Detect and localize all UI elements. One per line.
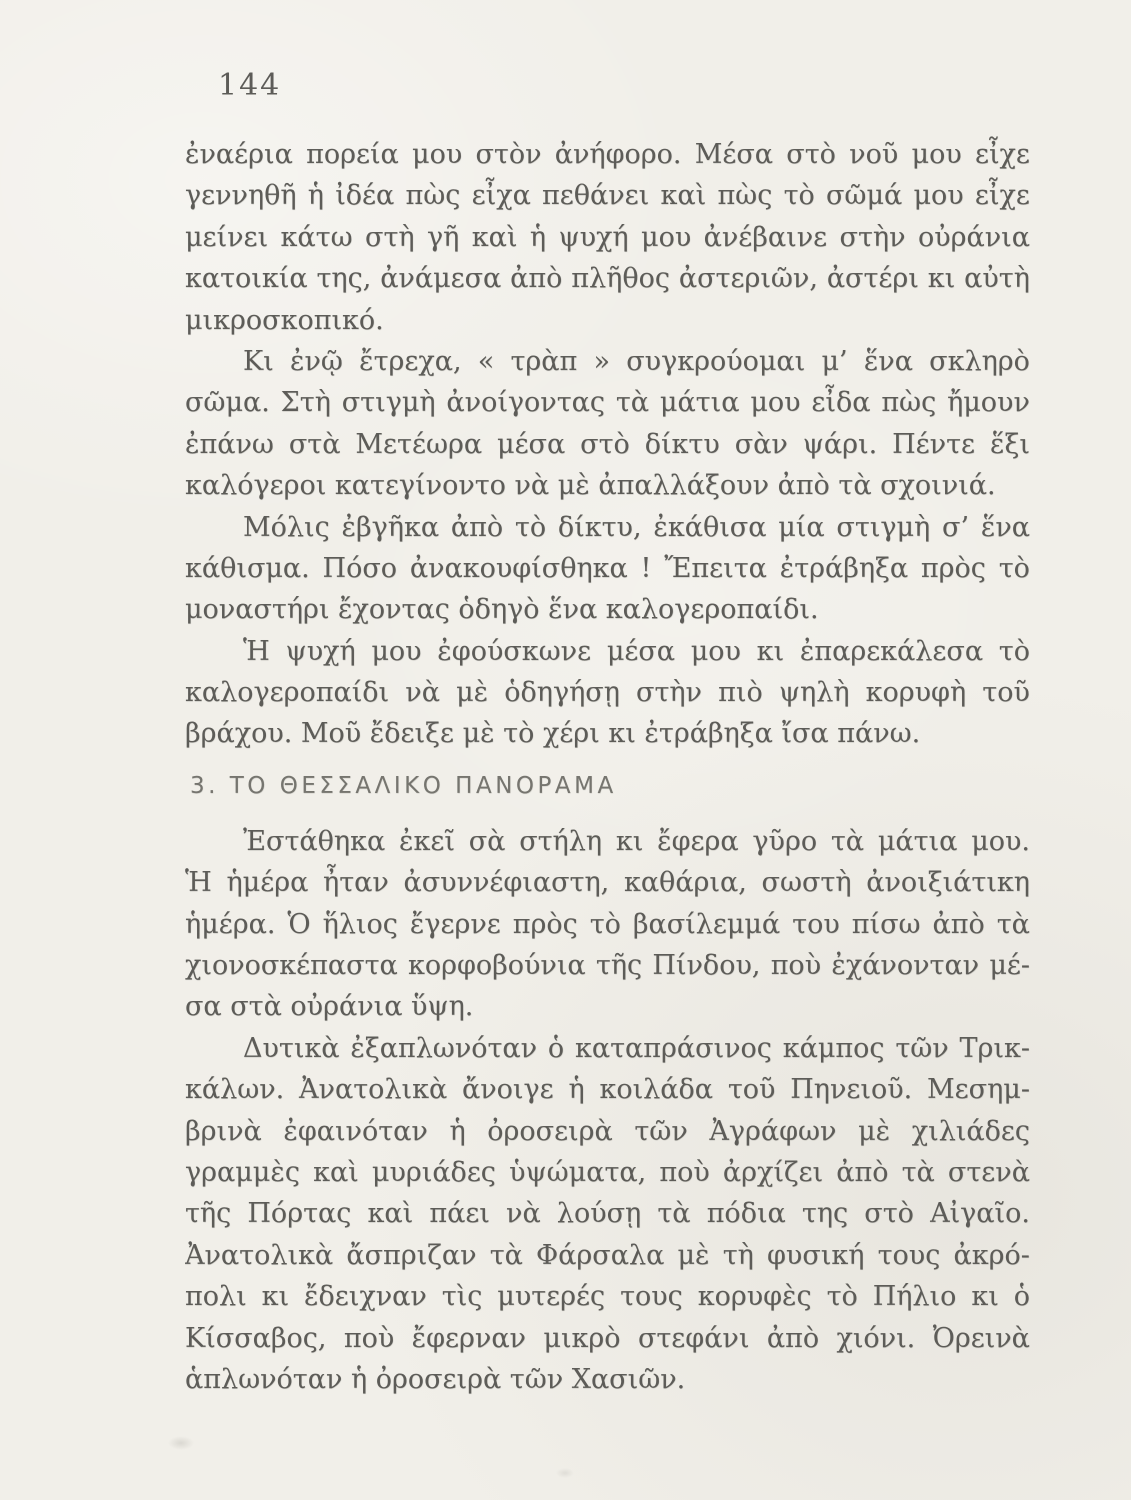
word: ἥλιος: [322, 908, 398, 940]
word: ἡμέρα.: [185, 908, 276, 940]
word: ποὺ: [770, 950, 822, 982]
paragraph: [185, 134, 1030, 341]
paragraph: [185, 507, 1030, 631]
word: πορεία: [306, 139, 399, 170]
word: μου: [641, 221, 692, 253]
word: τῶν: [634, 1115, 688, 1147]
text-line: [185, 258, 1030, 299]
word: κι: [756, 635, 785, 667]
word: Μόλις: [243, 511, 330, 543]
word: μου: [911, 139, 962, 170]
word: κι: [971, 1281, 999, 1313]
word: ποὺ: [659, 1156, 710, 1188]
word: ἄνοιγε: [462, 1074, 554, 1106]
word: »: [593, 345, 611, 377]
word: ἀνακουφίσθηκα: [409, 552, 628, 584]
word: κορυφὴ: [865, 677, 967, 709]
word: ἀσυννέφιαστη,: [403, 867, 610, 899]
paragraph: [185, 821, 1030, 1028]
word: τὰ: [489, 1239, 523, 1271]
word: πὼς: [717, 180, 773, 212]
word: «: [477, 345, 495, 377]
text-line: [185, 1193, 1030, 1234]
word: ἀστέρι: [826, 263, 919, 295]
word: μέσα: [606, 635, 676, 667]
word: οὐράνια: [917, 221, 1030, 253]
word: της: [801, 1198, 849, 1230]
word: ἀρχίζει: [722, 1156, 824, 1188]
word: τους: [620, 1281, 683, 1313]
word: Κίσσαβος,: [185, 1322, 327, 1354]
word: τὰ: [657, 1198, 691, 1230]
word: τους: [877, 1239, 941, 1271]
word: στὴν: [839, 221, 906, 253]
word: ἀπὸ: [836, 1156, 889, 1188]
word: μείνει: [185, 221, 269, 253]
word: ἀνάμεσα: [380, 263, 502, 295]
word: τὸ: [783, 180, 815, 212]
text-line: βράχου. Μοῦ ἔδειξε μὲ τὸ χέρι κι ἐτράβηξα ἴσα πάνω.: [185, 718, 921, 750]
text-line: [185, 945, 1030, 986]
word: μου.: [971, 825, 1030, 857]
word: στὸ: [864, 1198, 914, 1230]
word: πρὸς: [920, 552, 986, 584]
word: γεννηθῆ: [185, 180, 297, 212]
word: ἔτρεχα,: [359, 345, 462, 377]
word: μὲ: [456, 677, 489, 709]
text-line: [185, 1235, 1030, 1276]
word: Ἡ: [243, 635, 270, 667]
word: κάτω: [280, 221, 353, 253]
word: στὸ: [580, 428, 630, 460]
text-line: [185, 1318, 1030, 1359]
word: σὰν: [734, 428, 788, 460]
word: ἔφερναν: [411, 1322, 526, 1354]
text-line: [185, 548, 1030, 589]
word: ἕνα: [980, 511, 1030, 543]
word: Δυτικὰ: [243, 1032, 340, 1064]
word: στεφάνι: [637, 1322, 750, 1354]
paper-smudge: [168, 1436, 194, 1450]
word: χιονοσκέπαστα: [185, 950, 398, 982]
word: ἐκάθισα: [653, 511, 767, 543]
word: σῶμα.: [185, 387, 270, 419]
word: Μέσα: [694, 139, 774, 170]
word: σὰ: [468, 825, 506, 857]
text-line: [185, 1152, 1030, 1193]
text-line: [185, 904, 1030, 945]
word: σκληρὸ: [929, 345, 1030, 377]
word: τῆς: [185, 1198, 232, 1230]
text-line: μοναστήρι ἔχοντας ὁδηγὸ ἕνα καλογεροπαίδι.: [185, 594, 819, 626]
word: ἀνοιξιάτικη: [866, 867, 1030, 899]
text-line: [185, 175, 1030, 216]
word: εἶχε: [974, 180, 1030, 212]
word: ἐνῷ: [289, 345, 343, 377]
word: μὲ: [677, 1239, 710, 1271]
word: μου: [913, 180, 964, 212]
word: Μετέωρα: [355, 428, 483, 460]
word: Ἐστάθηκα: [243, 825, 386, 857]
word: ἐπαρεκάλεσα: [799, 635, 984, 667]
text-block: [185, 134, 1030, 1400]
text-line: καλόγεροι κατεγίνοντο νὰ μὲ ἀπαλλάξουν ἀπὸ τὰ σχοινιά.: [185, 470, 996, 502]
word: ἐφαινόταν: [283, 1115, 428, 1147]
word: τὴ: [722, 1239, 754, 1271]
word: τρὰπ: [510, 345, 578, 377]
text-line: [185, 507, 1030, 548]
word: κατοικία: [185, 263, 308, 295]
word: κι: [615, 825, 644, 857]
word: Πόρτας: [247, 1198, 352, 1230]
word: πὼς: [405, 180, 461, 212]
word: Μεσημ-: [927, 1074, 1030, 1106]
word: εἶχα: [471, 180, 531, 212]
text-line: [185, 821, 1030, 862]
paragraph: [185, 631, 1030, 755]
page-number: 144: [218, 68, 282, 103]
word: καὶ: [660, 180, 707, 212]
word: Πηνειοῦ.: [790, 1074, 913, 1106]
word: ἀπὸ: [450, 511, 504, 543]
word: τῆς: [595, 950, 643, 982]
text-line: [185, 1069, 1030, 1110]
word: ψυχή: [285, 635, 356, 667]
word: τὸ: [826, 1281, 858, 1313]
word: ἔδειχναν: [304, 1281, 427, 1313]
word: ἡ: [449, 1115, 466, 1147]
word: μου: [371, 635, 422, 667]
paragraphs-before-heading: [185, 134, 1030, 755]
word: κι: [927, 263, 956, 295]
word: εἶχε: [974, 139, 1030, 170]
word: ἀπὸ: [932, 908, 985, 940]
word: ἰδέα: [335, 180, 395, 212]
word: ἀνοίγοντας: [446, 387, 606, 419]
paragraphs-after-heading: [185, 821, 1030, 1400]
word: κι: [261, 1281, 290, 1313]
word: πρὸς: [512, 908, 578, 940]
word: τῶν: [895, 1032, 949, 1064]
text-line: [185, 382, 1030, 423]
word: ἀπὸ: [766, 1322, 820, 1354]
word: τὸ: [514, 511, 547, 543]
word: στὰ: [288, 428, 341, 460]
word: στιγμὴ: [836, 511, 931, 543]
word: κορυφὲς: [697, 1281, 812, 1313]
word: Ἔπειτα: [664, 552, 767, 584]
word: σῶμά: [826, 180, 903, 212]
word: ἀνήφορο.: [554, 139, 682, 170]
text-line: [185, 1028, 1030, 1069]
word: στὴ: [365, 221, 415, 253]
word: ὑψώματα,: [509, 1156, 647, 1188]
word: τὰ: [901, 1156, 935, 1188]
word: Πήλιο: [872, 1281, 957, 1313]
word: πὼς: [881, 387, 937, 419]
word: ἐχάνονταν: [831, 950, 980, 982]
word: μάτια: [659, 387, 740, 419]
word: δίκτυ,: [557, 511, 642, 543]
word: βρινὰ: [185, 1115, 262, 1147]
word: συγκρούομαι: [626, 345, 806, 377]
word: !: [640, 552, 652, 584]
word: ἡ: [568, 1074, 585, 1106]
text-line: [185, 631, 1030, 672]
word: κάλων.: [185, 1074, 285, 1106]
word: Ἡ: [185, 867, 212, 899]
word: στιγμὴ: [341, 387, 436, 419]
word: τὰ: [830, 825, 865, 857]
word: καὶ: [471, 221, 518, 253]
text-line: [185, 424, 1030, 465]
word: ἡ: [529, 221, 547, 253]
paragraph: [185, 341, 1030, 507]
word: ὁ: [1013, 1281, 1030, 1313]
word: κοιλάδα: [599, 1074, 714, 1106]
word: μυτερές: [497, 1281, 606, 1313]
word: πιὸ: [718, 677, 763, 709]
word: κάθισμα.: [185, 552, 310, 584]
word: μου: [750, 387, 801, 419]
word: ἤμουν: [947, 387, 1030, 419]
section-heading: 3. ΤΟ ΘΕΣΣΑΛΙΚΟ ΠΑΝΟΡΑΜΑ: [190, 772, 617, 799]
word: στήλη: [519, 825, 603, 857]
word: τοῦ: [727, 1074, 776, 1106]
word: Αἰγαῖο.: [930, 1198, 1030, 1230]
word: μέσα: [497, 428, 566, 460]
word: πόδια: [706, 1198, 786, 1230]
word: ἡ: [307, 180, 324, 212]
word: στὸν: [475, 139, 542, 170]
word: της,: [316, 263, 372, 295]
text-line: μικροσκοπικό.: [185, 304, 384, 336]
word: μάτια: [877, 825, 958, 857]
paper-smudge: [556, 1468, 574, 1478]
word: ἔγερνε: [409, 908, 501, 940]
word: αὐτὴ: [964, 263, 1030, 295]
word: ἐφούσκωνε: [437, 635, 592, 667]
word: Ἀνατολικὰ: [299, 1074, 448, 1106]
word: καλογεροπαίδι: [185, 677, 390, 709]
word: ψηλὴ: [778, 677, 850, 709]
word: ὀροσειρὰ: [487, 1115, 613, 1147]
word: ψάρι.: [802, 428, 878, 460]
word: ὁδηγήσῃ: [504, 677, 620, 709]
word: ἡμέρα: [226, 867, 309, 899]
word: Ὁ: [287, 908, 311, 940]
text-line: [185, 1276, 1030, 1317]
word: καὶ: [367, 1198, 414, 1230]
word: Κι: [243, 345, 274, 377]
word: ἀνέβαινε: [703, 221, 828, 253]
word: μου: [412, 139, 463, 170]
word: ἐξαπλωνόταν: [350, 1032, 538, 1064]
word: δίκτυ: [644, 428, 720, 460]
word: Ὀρεινὰ: [932, 1322, 1030, 1354]
word: πλῆθος: [571, 263, 670, 295]
word: Πέντε: [892, 428, 976, 460]
word: νὰ: [506, 1198, 541, 1230]
word: ἐτράβηξα: [779, 552, 909, 584]
word: βασίλεμμά: [632, 908, 781, 940]
text-line: [185, 134, 1030, 175]
word: καταπράσινος: [574, 1032, 772, 1064]
word: σ’: [942, 511, 970, 543]
word: τὸ: [998, 552, 1030, 584]
word: στὴν: [636, 677, 702, 709]
word: ἐπάνω: [185, 428, 274, 460]
text-line: [185, 672, 1030, 713]
text-line: [185, 862, 1030, 903]
word: Πόσο: [322, 552, 398, 584]
text-line: [185, 341, 1030, 382]
word: μυριάδες: [371, 1156, 496, 1188]
word: ποὺ: [343, 1322, 395, 1354]
word: νοῦ: [849, 139, 899, 170]
word: ἦταν: [323, 867, 389, 899]
word: στὸ: [786, 139, 836, 170]
word: Ἀγράφων: [709, 1115, 837, 1147]
word: χιόνι.: [836, 1322, 916, 1354]
word: πεθάνει: [542, 180, 650, 212]
word: εἶδα: [811, 387, 871, 419]
word: ψυχή: [558, 221, 629, 253]
word: γραμμὲς: [185, 1156, 300, 1188]
word: πολι: [185, 1281, 247, 1313]
word: ἄσπριζαν: [346, 1239, 477, 1271]
text-line: [185, 1111, 1030, 1152]
word: γῦρο: [752, 825, 818, 857]
word: τὶς: [441, 1281, 483, 1313]
word: φυσική: [767, 1239, 865, 1271]
word: χιλιάδες: [911, 1115, 1030, 1147]
word: μέ-: [989, 950, 1030, 982]
word: ὁ: [547, 1032, 565, 1064]
word: ἐναέρια: [185, 139, 293, 170]
word: ἀπὸ: [510, 263, 563, 295]
word: στενὰ: [947, 1156, 1030, 1188]
word: λούσῃ: [556, 1198, 642, 1230]
word: ἀκρό-: [953, 1239, 1030, 1271]
word: Τρικ-: [959, 1032, 1030, 1064]
word: γῆ: [426, 221, 460, 253]
word: Φάρσαλα: [536, 1239, 665, 1271]
word: Πίνδου,: [652, 950, 761, 982]
word: ἔφερα: [657, 825, 739, 857]
text-line: ἁπλωνόταν ἡ ὀροσειρὰ τῶν Χασιῶν.: [185, 1363, 686, 1395]
word: μὲ: [858, 1115, 891, 1147]
word: τὸ: [998, 635, 1030, 667]
word: σωστὴ: [761, 867, 852, 899]
word: πάει: [429, 1198, 490, 1230]
word: μικρὸ: [543, 1322, 621, 1354]
word: τοῦ: [982, 677, 1030, 709]
word: ἐκεῖ: [398, 825, 455, 857]
word: μ’: [821, 345, 848, 377]
word: μου: [690, 635, 741, 667]
word: καὶ: [313, 1156, 359, 1188]
word: μία: [778, 511, 825, 543]
word: νὰ: [405, 677, 440, 709]
word: ἐβγῆκα: [341, 511, 440, 543]
word: τὰ: [996, 908, 1030, 940]
word: καθάρια,: [623, 867, 747, 899]
word: ἀστεριῶν,: [678, 263, 818, 295]
word: κορφοβούνια: [407, 950, 586, 982]
word: Ἀνατολικὰ: [185, 1239, 334, 1271]
word: πίσω: [851, 908, 921, 940]
paragraph: [185, 1028, 1030, 1401]
word: Στὴ: [280, 387, 331, 419]
word: κάμπος: [782, 1032, 885, 1064]
word: ἕνα: [863, 345, 913, 377]
text-line: [185, 217, 1030, 258]
word: τὰ: [615, 387, 650, 419]
word: του: [792, 908, 840, 940]
text-line: σα στὰ οὐράνια ὕψη.: [185, 991, 474, 1023]
word: ἕξι: [989, 428, 1030, 460]
word: τὸ: [589, 908, 621, 940]
